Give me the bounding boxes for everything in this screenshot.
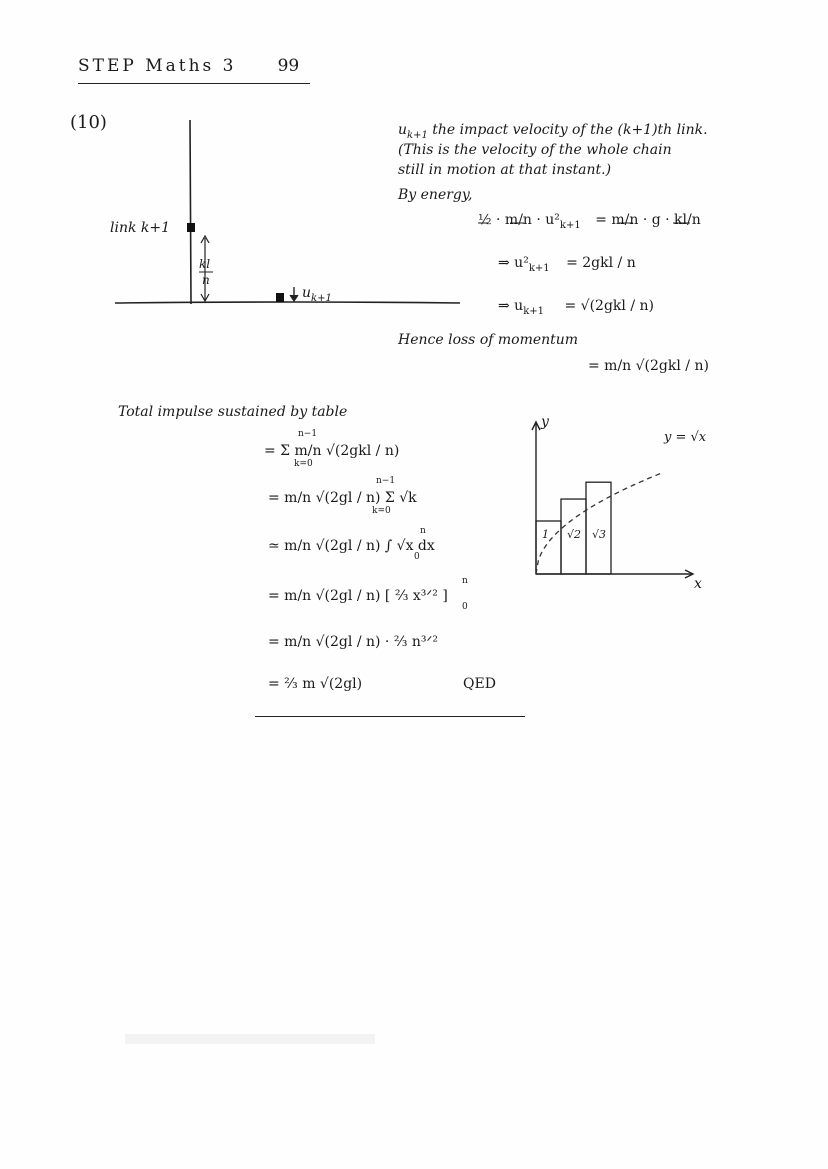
impulse-step-3: ≃ m/n √(2gl / n) ∫ √x dx n 0 (268, 526, 435, 562)
energy-eq-2: ⇒ $u^2_{k+1} = 2gkl / n$ (498, 255, 636, 274)
header-title: STEP Maths 3 (78, 56, 237, 76)
question-number: (10) (70, 112, 107, 133)
final-underline (255, 716, 525, 717)
impulse-step-5: = m/n √(2gl / n) · ⅔ n³ᐟ² (268, 634, 439, 650)
sqrt-graph (532, 422, 693, 578)
qed-mark: QED (463, 676, 496, 692)
link-label: link k+1 (110, 220, 171, 236)
height-denominator: n (202, 273, 210, 287)
velocity-label: $u_{k+1}$ (302, 285, 332, 304)
falling-link-square (276, 293, 284, 302)
impulse-step-2: = m/n √(2gl / n) Σ √k n−1 k=0 (268, 476, 417, 516)
header-page-number: 99 (277, 56, 300, 76)
energy-eq-1: ½ · $m/n \cdot u^2_{k+1} = m/n \cdot g \cdot kl/n$ (478, 212, 701, 231)
velocity-arrow-head (290, 295, 298, 301)
scan-artifact (125, 1034, 375, 1044)
vertical-chain-line (190, 120, 191, 304)
graph-bar-label-3: √3 (592, 528, 607, 541)
height-numerator: kl (199, 257, 211, 271)
explanation-line-2: (This is the velocity of the whole chain (398, 142, 672, 158)
impulse-step-6: = ⅔ m √(2gl) (268, 676, 363, 692)
impulse-step-4: = m/n √(2gl / n) [ ⅔ x³ᐟ² ] n 0 (268, 576, 468, 612)
explanation-line-4: By energy, (398, 187, 473, 203)
impulse-step-1: = Σ m/n √(2gkl / n) n−1 k=0 (264, 429, 400, 469)
graph-y-label: y (541, 414, 549, 430)
sqrt-curve (536, 473, 661, 574)
impulse-title: Total impulse sustained by table (118, 404, 348, 420)
graph-bar-label-1: 1 (542, 528, 549, 541)
energy-eq-3: ⇒ $u_{k+1} = √(2gkl / n)$ (498, 298, 654, 317)
graph-bar-label-2: √2 (567, 528, 582, 541)
graph-curve-label: y = √x (664, 430, 707, 445)
momentum-loss-expression: = m/n √(2gkl / n) (588, 358, 709, 374)
graph-x-label: x (694, 576, 702, 592)
explanation-line-3: still in motion at that instant.) (398, 162, 612, 178)
table-surface-line (115, 302, 460, 303)
explanation-line-1: $u_{k+1}$ the impact velocity of the (k+1)th link. (398, 122, 708, 141)
link-k1-square (187, 223, 195, 232)
hence-momentum-text: Hence loss of momentum (398, 332, 579, 348)
